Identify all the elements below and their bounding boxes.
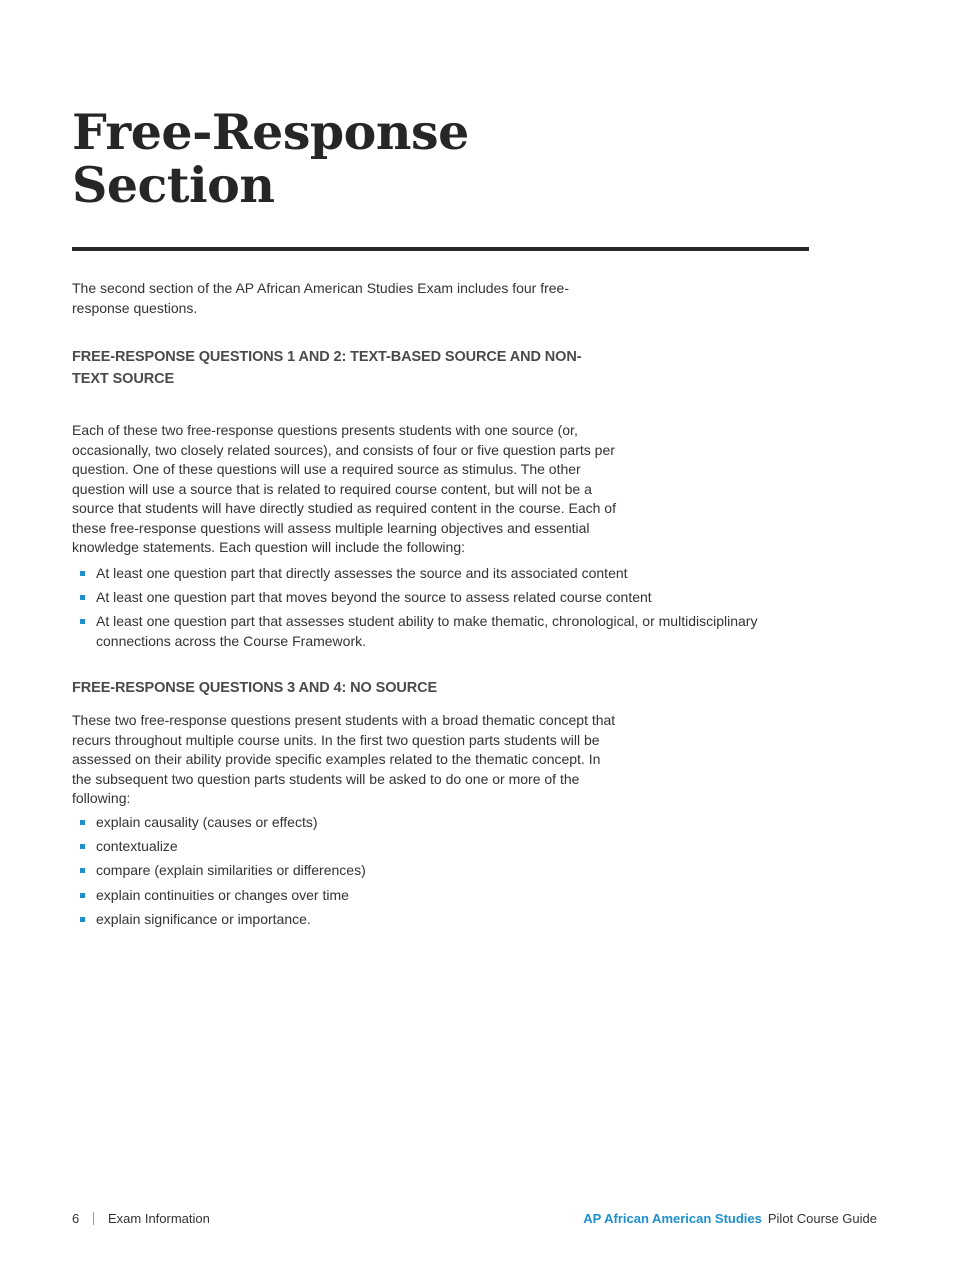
section-paragraph-frq-1-2: Each of these two free-response questions presents students with one source (or, occasionally, two closely related sources), and consists of four or five question parts per question. One of these questions will use a required source as stimulus. The other question will use a source that is related to required course content, but will not be a source that students will have directly studied as required content in the course. Each of these free-response questions will assess multiple learning objectives and essential knowledge statements. Each question will include the following: — [72, 422, 616, 555]
list-item-text: explain continuities or changes over time — [96, 886, 349, 903]
list-item — [80, 564, 800, 584]
list-item-text: At least one question part that directly assesses the source and its associated content — [96, 565, 628, 581]
footer-guide-title — [583, 1210, 877, 1228]
list-item-text: compare (explain similarities or differences) — [96, 862, 366, 879]
section-heading-frq-3-4: FREE-RESPONSE QUESTIONS 3 AND 4: NO SOURCE — [72, 680, 438, 696]
section-paragraph-frq-3-4: These two free-response questions present students with a broad thematic concept that recurs throughout multiple course units. In the first two question parts students will be assessed on their ability provide specific examples related to the thematic concept. In the subsequent two question parts students will be asked to do one or more of the following: — [72, 712, 616, 806]
list-item — [80, 612, 800, 651]
footer-brand: AP African American Studies — [583, 1211, 762, 1226]
list-item — [80, 588, 800, 608]
list-item-text: At least one question part that assesses student ability to make thematic, chronological, or multidisciplinary connections across the Course Framework. — [96, 613, 758, 649]
list-item-text: At least one question part that moves beyond the source to assess related course content — [96, 589, 652, 605]
footer-guide-label: Pilot Course Guide — [767, 1211, 877, 1226]
page-title: Free-Response Section — [72, 103, 469, 214]
bullet-square-icon — [80, 571, 85, 576]
bullet-square-icon — [80, 820, 85, 825]
list-item — [80, 886, 800, 906]
footer-section-label: Exam Information — [108, 1211, 210, 1226]
section-heading-frq-1-2: FREE-RESPONSE QUESTIONS 1 AND 2: TEXT-BASED SOURCE AND NON-TEXT SOURCE — [72, 349, 582, 387]
footer-divider — [93, 1212, 94, 1225]
bullet-square-icon — [80, 595, 85, 600]
list-item — [80, 837, 800, 857]
bullet-list-frq-3-4 — [80, 813, 800, 934]
list-item — [80, 861, 800, 881]
bullet-square-icon — [80, 844, 85, 849]
bullet-square-icon — [80, 917, 85, 922]
list-item-text: explain causality (causes or effects) — [96, 814, 318, 830]
bullet-square-icon — [80, 893, 85, 898]
list-item — [80, 910, 800, 930]
list-item — [80, 813, 800, 833]
bullet-list-frq-1-2 — [80, 564, 800, 656]
page-number: 6 — [72, 1211, 80, 1226]
list-item-text: contextualize — [96, 838, 178, 855]
title-divider — [72, 247, 809, 251]
list-item-text: explain significance or importance. — [96, 910, 311, 927]
intro-paragraph: The second section of the AP African American Studies Exam includes four free-response questions. — [72, 280, 570, 316]
bullet-square-icon — [80, 868, 85, 873]
bullet-square-icon — [80, 619, 85, 624]
page-footer — [72, 1210, 877, 1228]
